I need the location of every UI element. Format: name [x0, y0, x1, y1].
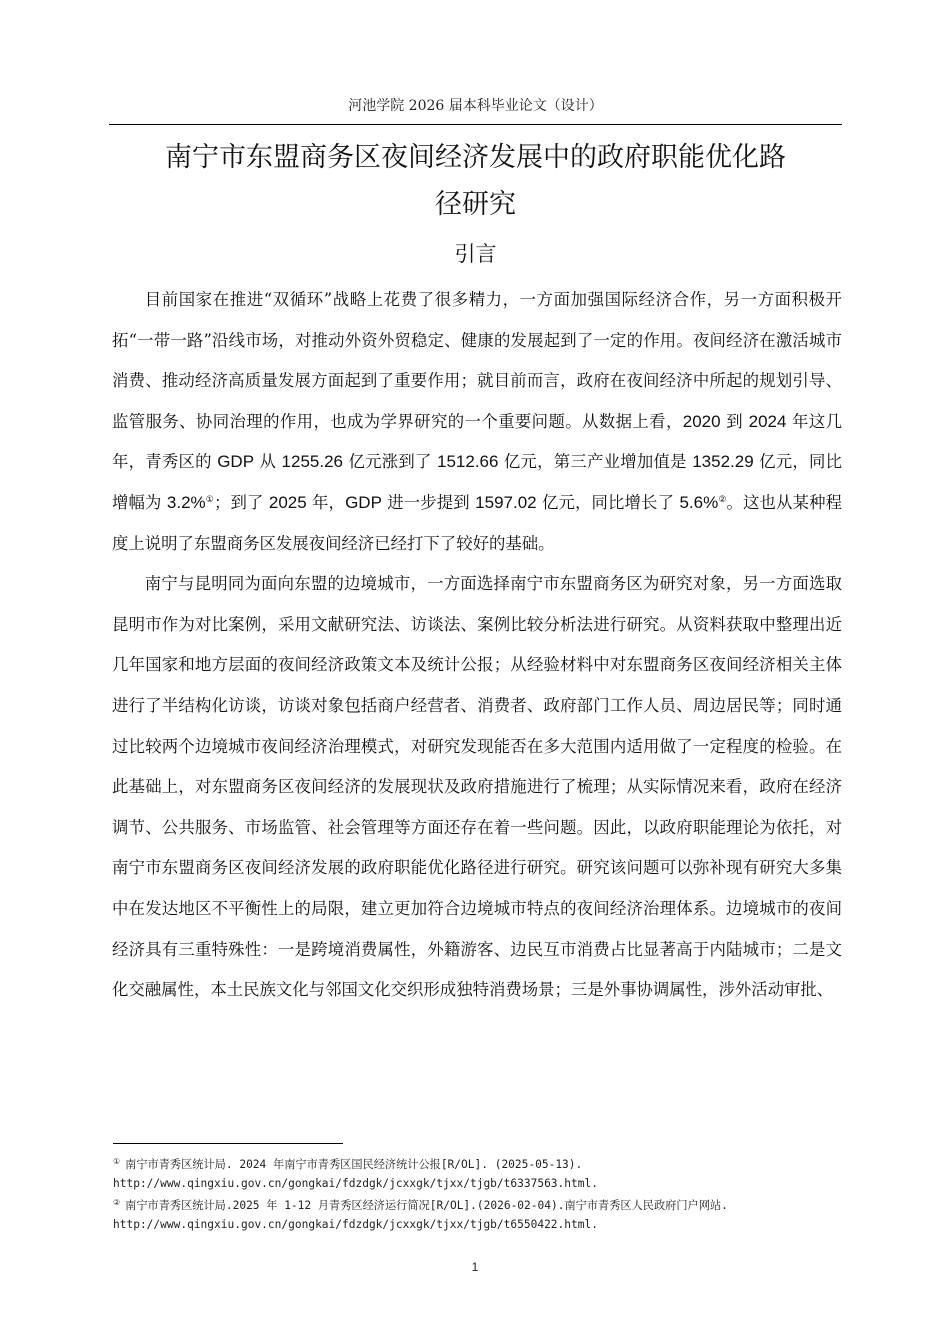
text-run: 目前国家在推进“双循环”战略上花费了很多精力，一方面加强国际经济合作，另一方面积极开拓“一带一路”沿线市场，对推动外资外贸稳定、健康的发展起到了一定的作用。夜间经济在激活城市消费、推动经济高质量发展方面起到了重要作用；就目前而言，政府在夜间经济中所起的规划引导、监管服务、协同治理的作用，也成为学界研究的一个重要问题。从数据上看， [112, 290, 842, 431]
footnote-text: 南宁市青秀区统计局. 2024 年南宁市青秀区国民经济统计公报[R/OL]. (2025-05-13). [125, 1158, 583, 1171]
header-rule [109, 124, 842, 125]
footnote-mark: ① [113, 1157, 121, 1166]
text-run: 年， [306, 492, 346, 512]
section-heading: 引言 [454, 242, 497, 266]
footnote-2 [113, 1193, 848, 1234]
text-run: 进一步提到 [381, 492, 476, 512]
number: 1597.02 [475, 492, 537, 512]
running-header: 河池学院 2026 届本科毕业论文（设计） [348, 98, 603, 114]
footnote-reference-1[interactable]: ① [205, 494, 214, 505]
footnote-text: 南宁市青秀区统计局.2025 年 1-12 月青秀区经济运行简况[R/OL].(2026-02-04).南宁市青秀区人民政府门户网站. [125, 1199, 728, 1212]
text-run: 亿元涨到了 [343, 452, 438, 472]
body-text [112, 280, 842, 1011]
text-run: ；到了 [213, 492, 269, 512]
number: 3.2% [166, 492, 206, 512]
footnote-url[interactable]: http://www.qingxiu.gov.cn/gongkai/fdzdgk/jcxxgk/tjxx/tjgb/t6550422.html. [113, 1218, 598, 1231]
number: 2025 [268, 492, 307, 512]
footnote-mark: ② [113, 1198, 121, 1207]
text-run: 。这也从某种程度上说明了东盟商务区发展夜间经济已经打下了较好的基础。 [112, 492, 843, 553]
text-run: 从 [254, 452, 282, 472]
text-run: 亿元，同比增幅为 [112, 452, 843, 512]
paragraph-1 [112, 280, 842, 564]
footnote-reference-2[interactable]: ② [718, 494, 727, 505]
footnote-1 [113, 1152, 848, 1193]
footnote-url[interactable]: http://www.qingxiu.gov.cn/gongkai/fdzdgk/jcxxgk/tjxx/tjgb/t6337563.html. [113, 1177, 598, 1190]
footnote-separator [113, 1143, 343, 1144]
paragraph-2: 南宁与昆明同为面向东盟的边境城市，一方面选择南宁市东盟商务区为研究对象，另一方面选取昆明市作为对比案例，采用文献研究法、访谈法、案例比较分析法进行研究。从资料获取中整理出近几年国家和地方层面的夜间经济政策文本及统计公报；从经验材料中对东盟商务区夜间经济相关主体进行了半结构化访谈，访谈对象包括商户经营者、消费者、政府部门工作人员、周边居民等；同时通过比较两个边境城市夜间经济治理模式，对研究发现能否在多大范围内适用做了一定程度的检验。在此基础上，对东盟商务区夜间经济的发展现状及政府措施进行了梳理；从实际情况来看，政府在经济调节、公共服务、市场监管、社会管理等方面还存在着一些问题。因此，以政府职能理论为依托，对南宁市东盟商务区夜间经济发展的政府职能优化路径进行研究。研究该问题可以弥补现有研究大多集中在发达地区不平衡性上的局限，建立更加符合边境城市特点的夜间经济治理体系。边境城市的夜间经济具有三重特殊性：一是跨境消费属性，外籍游客、边民互市消费占比显著高于内陆城市；二是文化交融属性，本土民族文化与邻国文化交织形成独特消费场景；三是外事协调属性，涉外活动审批、 [112, 574, 842, 1000]
title-line-1: 南宁市东盟商务区夜间经济发展中的政府职能优化路 [165, 142, 786, 173]
text-run: 年这几年，青秀区的 [112, 411, 843, 472]
number: GDP [345, 492, 382, 512]
number: 1352.29 [692, 452, 754, 472]
number: 2020 [682, 411, 721, 431]
text-run: 亿元，第三产业增加值是 [498, 452, 693, 472]
number: GDP [217, 452, 255, 472]
document-title [109, 134, 842, 228]
number: 5.6% [679, 492, 719, 512]
text-run: 到 [720, 411, 749, 431]
text-run: 亿元，同比增长了 [536, 492, 680, 512]
footnotes [113, 1152, 848, 1234]
number: 2024 [748, 411, 787, 431]
number: 1255.26 [281, 452, 343, 472]
title-line-2: 径研究 [435, 189, 516, 220]
number: 1512.66 [437, 452, 499, 472]
page-number: 1 [471, 1260, 479, 1274]
